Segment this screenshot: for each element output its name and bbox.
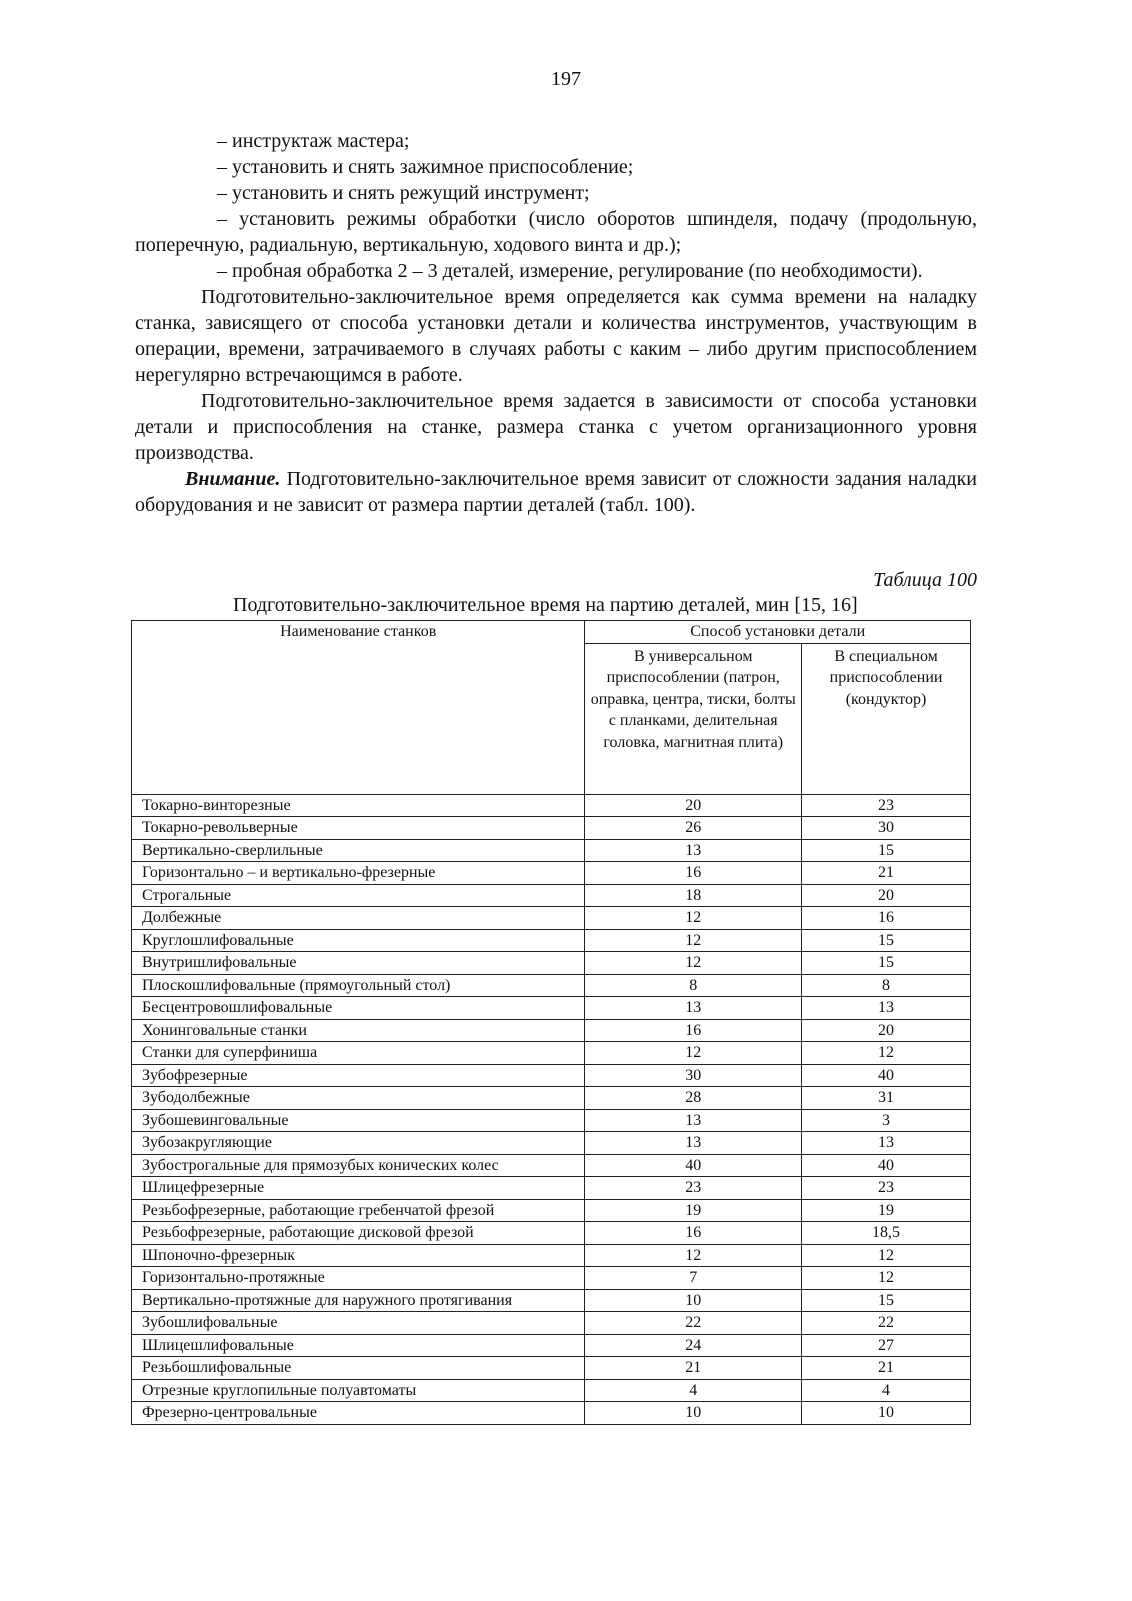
table-row (132, 1222, 971, 1245)
machine-name-cell: Горизонтально – и вертикально-фрезерные (132, 862, 585, 885)
special-time-cell: 15 (802, 929, 971, 952)
universal-time-cell: 18 (585, 884, 802, 907)
table-row (132, 794, 971, 817)
universal-time-cell: 13 (585, 1132, 802, 1155)
special-time-cell: 12 (802, 1042, 971, 1065)
table-row (132, 1132, 971, 1155)
table-row (132, 997, 971, 1020)
special-time-cell: 20 (802, 884, 971, 907)
special-time-cell: 16 (802, 907, 971, 930)
table-row (132, 1177, 971, 1200)
universal-time-cell: 21 (585, 1357, 802, 1380)
body-text (135, 128, 977, 518)
header-machine-name: Наименование станков (132, 621, 585, 795)
header-special-fixture: В специальном приспособлении (кондуктор) (802, 643, 971, 794)
universal-time-cell: 13 (585, 997, 802, 1020)
machine-time-table (131, 620, 971, 1425)
machine-name-cell: Строгальные (132, 884, 585, 907)
universal-time-cell: 16 (585, 862, 802, 885)
table-row (132, 1019, 971, 1042)
attention-paragraph (135, 466, 977, 518)
special-time-cell: 23 (802, 1177, 971, 1200)
machine-name-cell: Шлицефрезерные (132, 1177, 585, 1200)
special-time-cell: 20 (802, 1019, 971, 1042)
special-time-cell: 23 (802, 794, 971, 817)
universal-time-cell: 16 (585, 1222, 802, 1245)
table-row (132, 1402, 971, 1425)
special-time-cell: 22 (802, 1312, 971, 1335)
machine-name-cell: Горизонтально-протяжные (132, 1267, 585, 1290)
table-row (132, 952, 971, 975)
table-row (132, 839, 971, 862)
machine-name-cell: Станки для суперфиниша (132, 1042, 585, 1065)
table-row (132, 862, 971, 885)
bullet-item: – инструктаж мастера; (217, 130, 410, 152)
table-row (132, 1199, 971, 1222)
machine-name-cell: Зубозакругляющие (132, 1132, 585, 1155)
table-row (132, 907, 971, 930)
machine-name-cell: Фрезерно-центровальные (132, 1402, 585, 1425)
special-time-cell: 21 (802, 1357, 971, 1380)
table-row (132, 1312, 971, 1335)
table-title: Подготовительно-заключительное время на партию деталей, мин [15, 16] (233, 594, 858, 616)
machine-name-cell: Зубошлифовальные (132, 1312, 585, 1335)
machine-name-cell: Внутришлифовальные (132, 952, 585, 975)
attention-text: Подготовительно-заключительное время зависит от сложности задания наладки оборудования и не зависит от размера партии деталей (табл. 100). (135, 468, 978, 516)
table-number: Таблица 100 (873, 569, 977, 591)
universal-time-cell: 12 (585, 1042, 802, 1065)
attention-label: Внимание. (185, 468, 281, 490)
universal-time-cell: 24 (585, 1334, 802, 1357)
universal-time-cell: 28 (585, 1087, 802, 1110)
universal-time-cell: 12 (585, 1244, 802, 1267)
special-time-cell: 4 (802, 1379, 971, 1402)
table-row (132, 1042, 971, 1065)
table-row (132, 1379, 971, 1402)
machine-name-cell: Отрезные круглопильные полуавтоматы (132, 1379, 585, 1402)
table-row (132, 1244, 971, 1267)
universal-time-cell: 40 (585, 1154, 802, 1177)
universal-time-cell: 12 (585, 952, 802, 975)
special-time-cell: 18,5 (802, 1222, 971, 1245)
table-row (132, 1334, 971, 1357)
special-time-cell: 15 (802, 952, 971, 975)
table-row (132, 817, 971, 840)
table-row (132, 1064, 971, 1087)
machine-name-cell: Вертикально-сверлильные (132, 839, 585, 862)
special-time-cell: 31 (802, 1087, 971, 1110)
bullet-item: – пробная обработка 2 – 3 деталей, измерение, регулирование (по необходимости). (217, 260, 923, 282)
machine-name-cell: Зубошевинговальные (132, 1109, 585, 1132)
universal-time-cell: 10 (585, 1289, 802, 1312)
bullet-item: – установить и снять режущий инструмент; (217, 182, 590, 204)
universal-time-cell: 10 (585, 1402, 802, 1425)
table-row (132, 1267, 971, 1290)
special-time-cell: 13 (802, 1132, 971, 1155)
table-row (132, 974, 971, 997)
machine-name-cell: Долбежные (132, 907, 585, 930)
paragraph: Подготовительно-заключительное время определяется как сумма времени на наладку станка, зависящего от способа установки детали и количества инструментов, участвующим в операции, времени, затрачиваемого в случаях работы с каким – либо другим приспособлением нерегулярно встречающимся в работе. (135, 286, 977, 386)
universal-time-cell: 19 (585, 1199, 802, 1222)
machine-name-cell: Зубофрезерные (132, 1064, 585, 1087)
page-number: 197 (551, 68, 581, 90)
table-body (132, 794, 971, 1424)
universal-time-cell: 12 (585, 907, 802, 930)
table-row (132, 1109, 971, 1132)
special-time-cell: 15 (802, 839, 971, 862)
machine-name-cell: Резьбофрезерные, работающие гребенчатой фрезой (132, 1199, 585, 1222)
machine-name-cell: Шпоночно-фрезернык (132, 1244, 585, 1267)
special-time-cell: 19 (802, 1199, 971, 1222)
special-time-cell: 3 (802, 1109, 971, 1132)
machine-name-cell: Вертикально-протяжные для наружного протягивания (132, 1289, 585, 1312)
universal-time-cell: 16 (585, 1019, 802, 1042)
special-time-cell: 15 (802, 1289, 971, 1312)
universal-time-cell: 23 (585, 1177, 802, 1200)
universal-time-cell: 26 (585, 817, 802, 840)
table-row (132, 929, 971, 952)
special-time-cell: 40 (802, 1064, 971, 1087)
special-time-cell: 12 (802, 1267, 971, 1290)
universal-time-cell: 7 (585, 1267, 802, 1290)
machine-name-cell: Резьбошлифовальные (132, 1357, 585, 1380)
special-time-cell: 13 (802, 997, 971, 1020)
machine-name-cell: Круглошлифовальные (132, 929, 585, 952)
special-time-cell: 12 (802, 1244, 971, 1267)
special-time-cell: 8 (802, 974, 971, 997)
table-row (132, 1357, 971, 1380)
universal-time-cell: 13 (585, 1109, 802, 1132)
paragraph: Подготовительно-заключительное время задается в зависимости от способа установки детали и приспособления на станке, размера станка с учетом организационного уровня производства. (135, 390, 977, 464)
table-row (132, 1087, 971, 1110)
table-row (132, 884, 971, 907)
universal-time-cell: 20 (585, 794, 802, 817)
header-setup-method: Способ установки детали (585, 621, 971, 644)
machine-name-cell: Плоскошлифовальные (прямоугольный стол) (132, 974, 585, 997)
machine-name-cell: Токарно-револьверные (132, 817, 585, 840)
machine-name-cell: Токарно-винторезные (132, 794, 585, 817)
machine-name-cell: Зубострогальные для прямозубых конических колес (132, 1154, 585, 1177)
machine-name-cell: Зубодолбежные (132, 1087, 585, 1110)
universal-time-cell: 12 (585, 929, 802, 952)
table-row (132, 1289, 971, 1312)
special-time-cell: 10 (802, 1402, 971, 1425)
machine-name-cell: Резьбофрезерные, работающие дисковой фрезой (132, 1222, 585, 1245)
universal-time-cell: 30 (585, 1064, 802, 1087)
universal-time-cell: 13 (585, 839, 802, 862)
universal-time-cell: 8 (585, 974, 802, 997)
bullet-item: – установить и снять зажимное приспособление; (217, 156, 634, 178)
bullet-item: – установить режимы обработки (число оборотов шпинделя, подачу (продольную, поперечную, радиальную, вертикальную, ходового винта и др.); (135, 208, 977, 256)
header-universal-fixture: В универсальном приспособлении (патрон, оправка, центра, тиски, болты с планками, делительная головка, магнитная плита) (585, 643, 802, 794)
special-time-cell: 30 (802, 817, 971, 840)
special-time-cell: 21 (802, 862, 971, 885)
universal-time-cell: 22 (585, 1312, 802, 1335)
machine-name-cell: Бесцентровошлифовальные (132, 997, 585, 1020)
table-row (132, 1154, 971, 1177)
special-time-cell: 40 (802, 1154, 971, 1177)
special-time-cell: 27 (802, 1334, 971, 1357)
machine-name-cell: Шлицешлифовальные (132, 1334, 585, 1357)
universal-time-cell: 4 (585, 1379, 802, 1402)
machine-name-cell: Хонинговальные станки (132, 1019, 585, 1042)
